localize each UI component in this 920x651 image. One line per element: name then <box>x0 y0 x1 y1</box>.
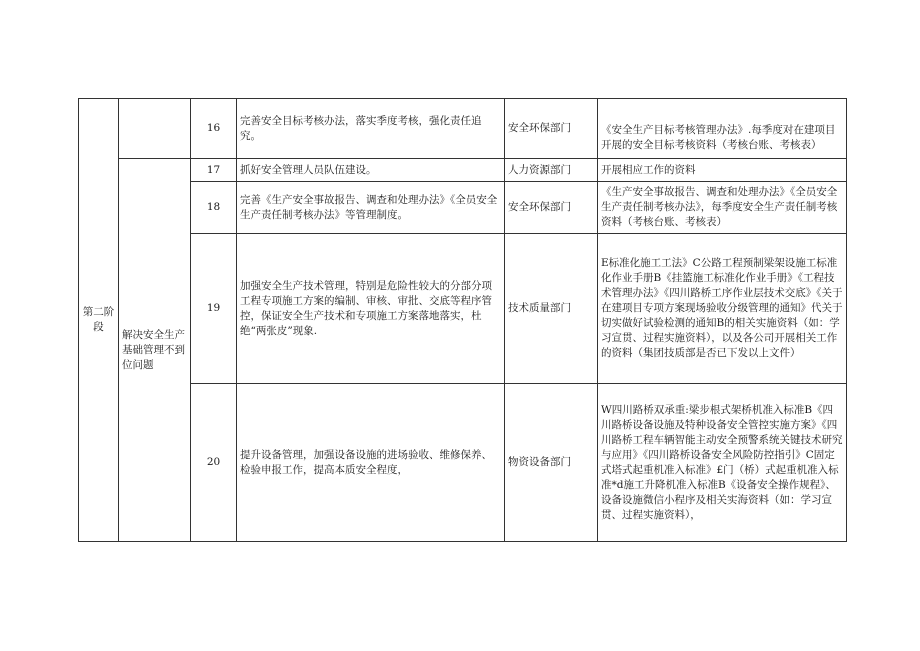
row-number: 17 <box>191 159 237 182</box>
table-row <box>79 234 847 384</box>
reference-text: E标准化施工工法》C公路工程预制梁架设施工标准化作业手册B《挂篮施工标准化作业手册》《工程技术管理办法》《四川路桥工序作业层技术交底》《关于在建项目专项方案现场验收分级管理的通知》代关于切实做好试验检测的通知B的相关实施资料（如：学习宣贯、过程实施资料），以及各公司开展相关工作的资料（集团技质部是否已下发以上文件） <box>598 234 847 384</box>
table-row <box>79 159 847 182</box>
department: 物资设备部门 <box>505 384 598 542</box>
department: 安全环保部门 <box>505 99 598 159</box>
table-row <box>79 384 847 542</box>
row-number: 18 <box>191 182 237 234</box>
task-text: 提升设备管理，加强设备设施的进场验收、维修保养、检验申报工作，提高本质安全程度， <box>237 384 505 542</box>
task-text: 抓好安全管理人员队伍建设。 <box>237 159 505 182</box>
department: 安全环保部门 <box>505 182 598 234</box>
empty-group-cell <box>119 99 191 159</box>
safety-task-table <box>78 98 847 542</box>
reference-text: 《生产安全事故报告、调查和处理办法》《全员安全生产责任制考核办法》，每季度安全生产责任制考核资料（考核台账、考核表） <box>598 182 847 234</box>
task-text: 加强安全生产技术管理，特别是危险性较大的分部分项工程专项施工方案的编制、审核、审批、交底等程序管控，保证安全生产技术和专项施工方案落地落实，杜绝“两张皮”现象. <box>237 234 505 384</box>
row-number: 20 <box>191 384 237 542</box>
table-row <box>79 182 847 234</box>
department: 技术质量部门 <box>505 234 598 384</box>
reference-text: 《安全生产目标考核管理办法》.每季度对在建项目开展的安全目标考核资料（考核台账、考核表） <box>598 99 847 159</box>
group-cell: 解决安全生产基础管理不到位问题 <box>119 159 191 542</box>
reference-text: 开展相应工作的资料 <box>598 159 847 182</box>
row-number: 16 <box>191 99 237 159</box>
task-text: 完善安全目标考核办法，落实季度考核，强化责任追究。 <box>237 99 505 159</box>
department: 人力资源部门 <box>505 159 598 182</box>
task-text: 完善《生产安全事故报告、调查和处理办法》《全员安全生产责任制考核办法》等管理制度。 <box>237 182 505 234</box>
stage-cell: 第二阶段 <box>79 99 119 542</box>
row-number: 19 <box>191 234 237 384</box>
table-row <box>79 99 847 159</box>
reference-text: W四川路桥双承重:梁步根式架桥机准入标准B《四川路桥设备设施及特种设备安全管控实施方案》《四川路桥工程车辆智能主动安全预警系统关键技术研究与应用》《四川路桥设备安全风险防控指引》C固定式塔式起重机准入标准》£门（桥）式起重机准入标准*d施工升降机准入标准B《设备安全操作规程》、设备设施微信小程序及相关实海资料（如：学习宣贯、过程实施资料）， <box>598 384 847 542</box>
